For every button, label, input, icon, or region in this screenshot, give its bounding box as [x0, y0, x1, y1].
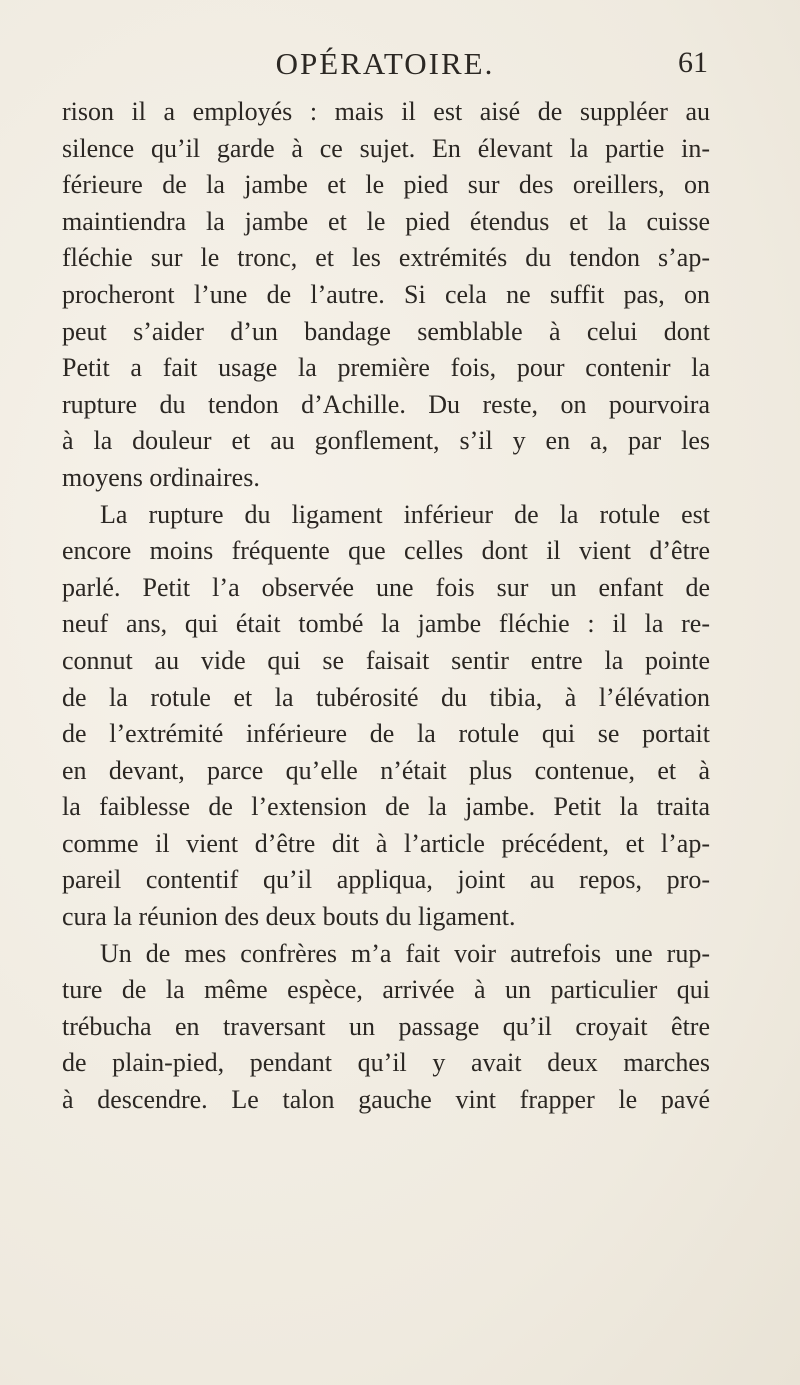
- text-line: en devant, parce qu’elle n’était plus contenue, et à: [62, 755, 710, 785]
- text-line: maintiendra la jambe et le pied étendus et la cuisse: [62, 206, 710, 236]
- text-line: moyens ordinaires.: [62, 462, 260, 492]
- text-line: encore moins fréquente que celles dont il vient d’être: [62, 536, 710, 566]
- text-line: neuf ans, qui était tombé la jambe fléchie : il la re-: [62, 609, 710, 639]
- text-line: Petit a fait usage la première fois, pour contenir la: [62, 353, 710, 383]
- text-line: férieure de la jambe et le pied sur des oreillers, on: [62, 170, 710, 200]
- text-line: trébucha en traversant un passage qu’il croyait être: [62, 1011, 710, 1041]
- text-line: fléchie sur le tronc, et les extrémités du tendon s’ap-: [62, 243, 710, 273]
- text-line: la faiblesse de l’extension de la jambe. Petit la traita: [62, 792, 710, 822]
- text-line: de l’extrémité inférieure de la rotule qui se portait: [62, 719, 710, 749]
- text-line: de la rotule et la tubérosité du tibia, à l’élévation: [62, 682, 710, 712]
- text-line: à la douleur et au gonflement, s’il y en a, par les: [62, 426, 710, 456]
- text-line: de plain-pied, pendant qu’il y avait deux marches: [62, 1048, 710, 1078]
- text-line: silence qu’il garde à ce sujet. En élevant la partie in-: [62, 133, 710, 163]
- paragraph-first-line: Un de mes confrères m’a fait voir autrefois une rup-: [100, 938, 710, 968]
- page-header: [62, 46, 708, 86]
- text-line: comme il vient d’être dit à l’article précédent, et l’ap-: [62, 828, 710, 858]
- text-line: rison il a employés : mais il est aisé de suppléer au: [62, 97, 710, 126]
- paragraph-first-line: La rupture du ligament inférieur de la rotule est: [100, 499, 710, 529]
- text-line: peut s’aider d’un bandage semblable à celui dont: [62, 316, 710, 346]
- text-line: procheront l’une de l’autre. Si cela ne suffit pas, on: [62, 279, 710, 309]
- text-line: cura la réunion des deux bouts du ligament.: [62, 902, 516, 932]
- text-line: pareil contentif qu’il appliqua, joint au repos, pro-: [62, 865, 710, 895]
- page-number: 61: [678, 46, 708, 79]
- running-title: OPÉRATOIRE.: [275, 46, 495, 81]
- text-line: parlé. Petit l’a observée une fois sur un enfant de: [62, 572, 710, 602]
- text-line: rupture du tendon d’Achille. Du reste, on pourvoira: [62, 389, 710, 419]
- body-text: [62, 94, 710, 1119]
- text-line: connut au vide qui se faisait sentir entre la pointe: [62, 645, 710, 675]
- text-line: à descendre. Le talon gauche vint frapper le pavé: [62, 1085, 710, 1115]
- text-line: ture de la même espèce, arrivée à un particulier qui: [62, 975, 710, 1005]
